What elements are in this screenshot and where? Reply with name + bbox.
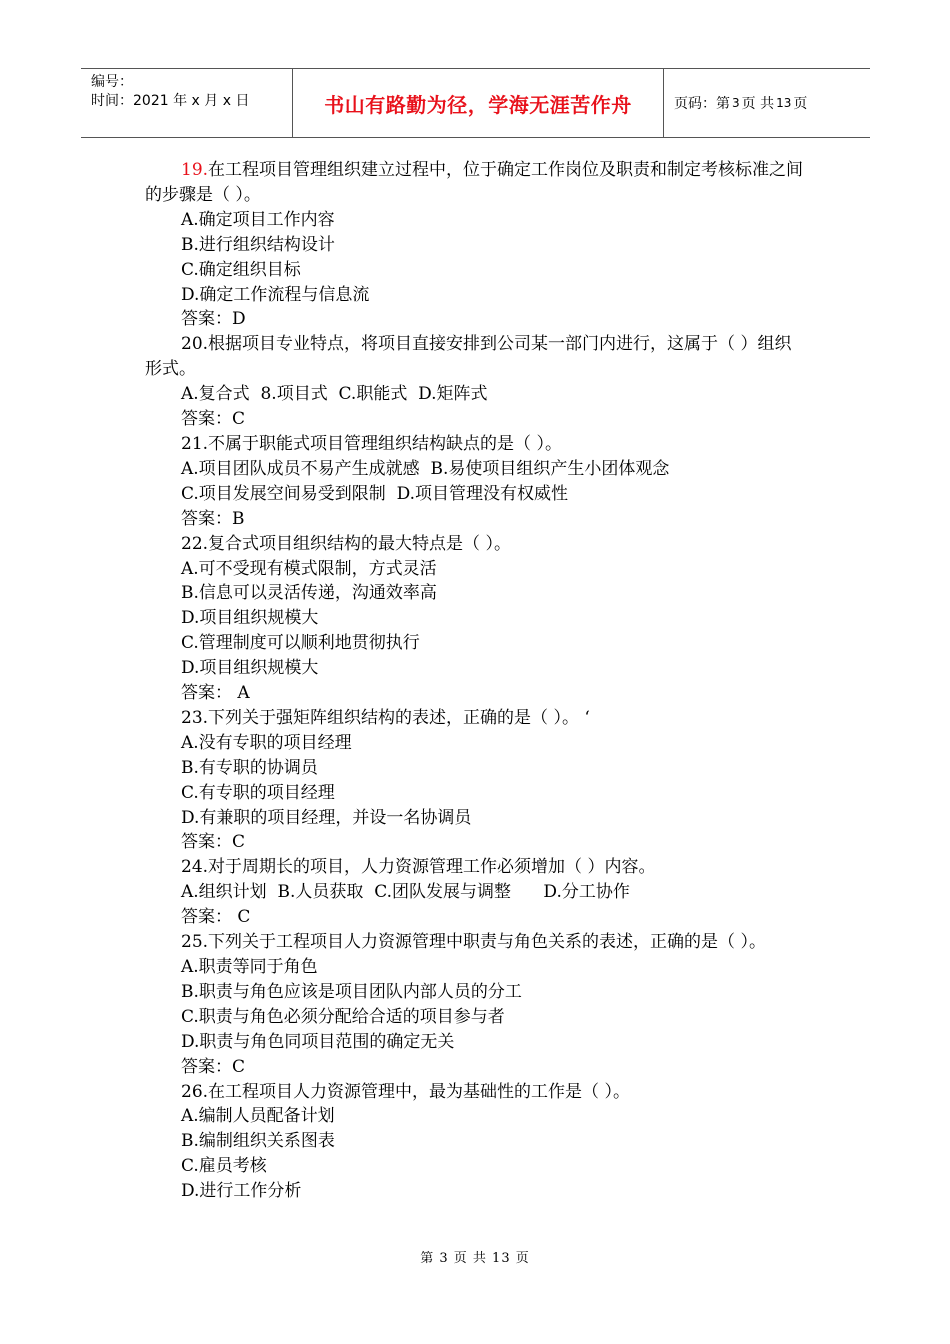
question-stem (145, 158, 805, 208)
answer-option: A.复合式 8.项目式 C.职能式 D.矩阵式 (181, 384, 488, 405)
answer-key: 答案：C (181, 832, 246, 853)
page-footer: 第 3 页 共 13 页 (420, 1251, 530, 1266)
question-text: 下列关于强矩阵组织结构的表述，正确的是（ ）。 ‘ (208, 707, 590, 728)
header-meta (81, 69, 293, 137)
answer-key: 答案： C (181, 907, 251, 928)
answer-option: C.项目发展空间易受到限制 D.项目管理没有权威性 (181, 483, 569, 504)
question-stem (145, 930, 805, 955)
question-stem (145, 855, 805, 880)
answer-option: A.可不受现有模式限制，方式灵活 (181, 558, 437, 579)
question-text: 在工程项目管理组织建立过程中，位于确定工作岗位及职责和制定考核标准之间的步骤是（ ）。 (145, 160, 804, 205)
answer-option: B.信息可以灵活传递，沟通效率高 (181, 583, 437, 604)
question-number: 23. (181, 707, 209, 728)
answer-key: 答案：C (181, 1056, 246, 1077)
answer-option: D.项目组织规模大 (181, 608, 319, 629)
answer-option: B.编制组织关系图表 (181, 1131, 335, 1152)
question-stem (145, 432, 805, 457)
question-text: 复合式项目组织结构的最大特点是（ ）。 (208, 533, 511, 554)
question-stem (145, 706, 805, 731)
page-total: 13 (776, 96, 792, 110)
answer-option: B.有专职的协调员 (181, 757, 318, 778)
header-motto: 书山有路勤为径，学海无涯苦作舟 (293, 69, 664, 137)
header-page-info (664, 69, 870, 137)
answer-option: D.进行工作分析 (181, 1181, 302, 1202)
question-text: 在工程项目人力资源管理中，最为基础性的工作是（ ）。 (208, 1081, 630, 1102)
question-text: 根据项目专业特点，将项目直接安排到公司某一部门内进行，这属于（ ）组织形式。 (145, 334, 792, 380)
answer-option: D.有兼职的项目经理，并设一名协调员 (181, 807, 472, 828)
answer-option: B.进行组织结构设计 (181, 234, 335, 255)
question-text: 不属于职能式项目管理组织结构缺点的是（ ）。 (208, 433, 562, 454)
answer-option: A.确定项目工作内容 (181, 209, 335, 230)
question-list (145, 158, 805, 1204)
answer-option: A.组织计划 B.人员获取 C.团队发展与调整 D.分工协作 (181, 882, 630, 903)
document-number-label: 编号： (91, 74, 133, 90)
question-number: 24. (181, 857, 209, 878)
answer-option: C.雇员考核 (181, 1156, 267, 1177)
answer-key: 答案： A (181, 683, 250, 704)
question-number: 26. (181, 1081, 209, 1102)
page-header (81, 68, 870, 138)
answer-key: 答案：B (181, 508, 245, 529)
question-stem (145, 332, 805, 382)
answer-option: A.项目团队成员不易产生成就感 B.易使项目组织产生小团体观念 (181, 458, 670, 479)
question-number: 22. (181, 533, 209, 554)
answer-option: C.管理制度可以顺利地贯彻执行 (181, 633, 420, 654)
page-current: 3 (732, 96, 740, 110)
document-time-label: 时间：2021 年 x 月 x 日 (91, 93, 250, 109)
answer-option: B.职责与角色应该是项目团队内部人员的分工 (181, 981, 522, 1002)
answer-key: 答案：D (181, 309, 246, 330)
answer-key: 答案：C (181, 409, 246, 430)
answer-option: A.职责等同于角色 (181, 957, 318, 977)
question-stem (145, 1080, 805, 1105)
question-number: 25. (181, 932, 209, 953)
question-text: 下列关于工程项目人力资源管理中职责与角色关系的表述，正确的是（ ）。 (208, 932, 766, 953)
answer-option: C.职责与角色必须分配给合适的项目参与者 (181, 1006, 505, 1027)
question-text: 对于周期长的项目，人力资源管理工作必须增加（ ）内容。 (208, 857, 656, 878)
page-label-middle: 页 共 (741, 96, 775, 112)
answer-option: D.确定工作流程与信息流 (181, 284, 370, 305)
answer-option: A.没有专职的项目经理 (181, 732, 352, 753)
answer-option: C.有专职的项目经理 (181, 782, 335, 803)
answer-option: C.确定组织目标 (181, 259, 301, 280)
question-number: 19. (181, 160, 209, 180)
page-label-suffix: 页 (793, 96, 808, 112)
answer-option: D.项目组织规模大 (181, 658, 319, 679)
answer-option: A.编制人员配备计划 (181, 1106, 335, 1127)
page-label-prefix: 页码：第 (674, 96, 730, 112)
answer-option: D.职责与角色同项目范围的确定无关 (181, 1031, 455, 1052)
question-number: 21. (181, 433, 209, 454)
question-stem (145, 532, 805, 557)
question-number: 20. (181, 334, 209, 355)
